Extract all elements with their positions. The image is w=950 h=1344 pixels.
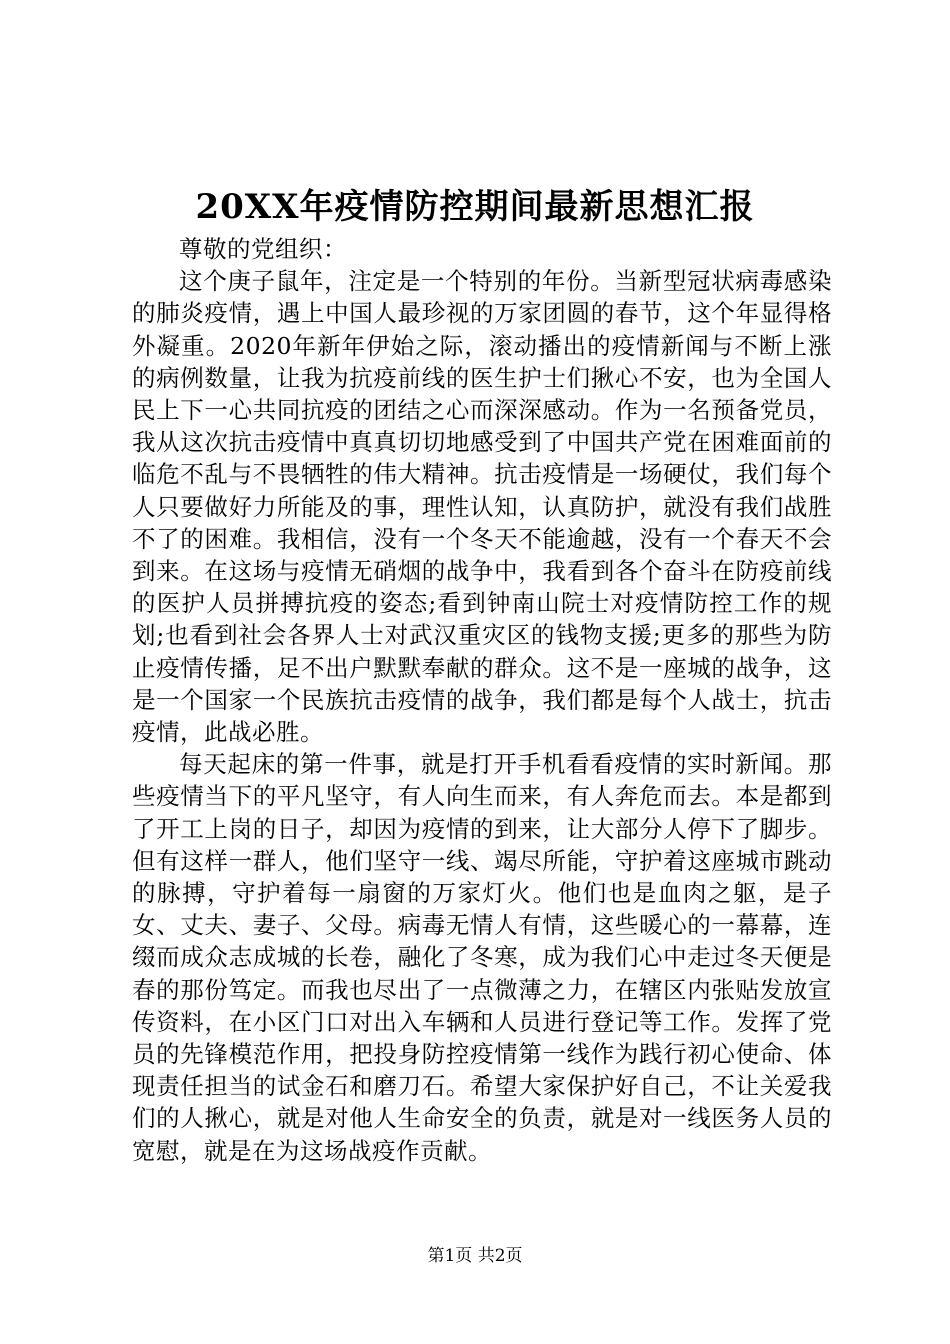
document-body [132,233,832,1167]
paragraph-2: 每天起床的第一件事，就是打开手机看看疫情的实时新闻。那些疫情当下的平凡坚守，有人向生而来，有人奔危而去。本是都到了开工上岗的日子，却因为疫情的到来，让大部分人停下了脚步。但有这样一群人，他们坚守一线、竭尽所能，守护着这座城市跳动的脉搏，守护着每一扇窗的万家灯火。他们也是血肉之躯，是子女、丈夫、妻子、父母。病毒无情人有情，这些暖心的一幕幕，连缀而成众志成城的长卷，融化了冬寒，成为我们心中走过冬天便是春的那份笃定。而我也尽出了一点微薄之力，在辖区内张贴发放宣传资料，在小区门口对出入车辆和人员进行登记等工作。发挥了党员的先锋模范作用，把投身防控疫情第一线作为践行初心使命、体现责任担当的试金石和磨刀石。希望大家保护好自己，不让关爱我们的人揪心，就是对他人生命安全的负责，就是对一线医务人员的宽慰，就是在为这场战疫作贡献。 [132,750,832,1165]
document-title: 20XX年疫情防控期间最新思想汇报 [195,187,755,227]
salutation: 尊敬的党组织： [179,235,347,263]
page-footer: 第1页 共2页 [427,1246,523,1266]
paragraph-1: 这个庚子鼠年，注定是一个特别的年份。当新型冠状病毒感染的肺炎疫情，遇上中国人最珍视的万家团圆的春节，这个年显得格外凝重。2020年新年伊始之际，滚动播出的疫情新闻与不断上涨的病例数量，让我为抗疫前线的医生护士们揪心不安，也为全国人民上下一心共同抗疫的团结之心而深深感动。作为一名预备党员，我从这次抗击疫情中真真切切地感受到了中国共产党在困难面前的临危不乱与不畏牺牲的伟大精神。抗击疫情是一场硬仗，我们每个人只要做好力所能及的事，理性认知，认真防护，就没有我们战胜不了的困难。我相信，没有一个冬天不能逾越，没有一个春天不会到来。在这场与疫情无硝烟的战争中，我看到各个奋斗在防疫前线的医护人员拼搏抗疫的姿态;看到钟南山院士对疫情防控工作的规划;也看到社会各界人士对武汉重灾区的钱物支援;更多的那些为防止疫情传播，足不出户默默奉献的群众。这不是一座城的战争，这是一个国家一个民族抗击疫情的战争，我们都是每个人战士，抗击疫情，此战必胜。 [132,267,832,747]
